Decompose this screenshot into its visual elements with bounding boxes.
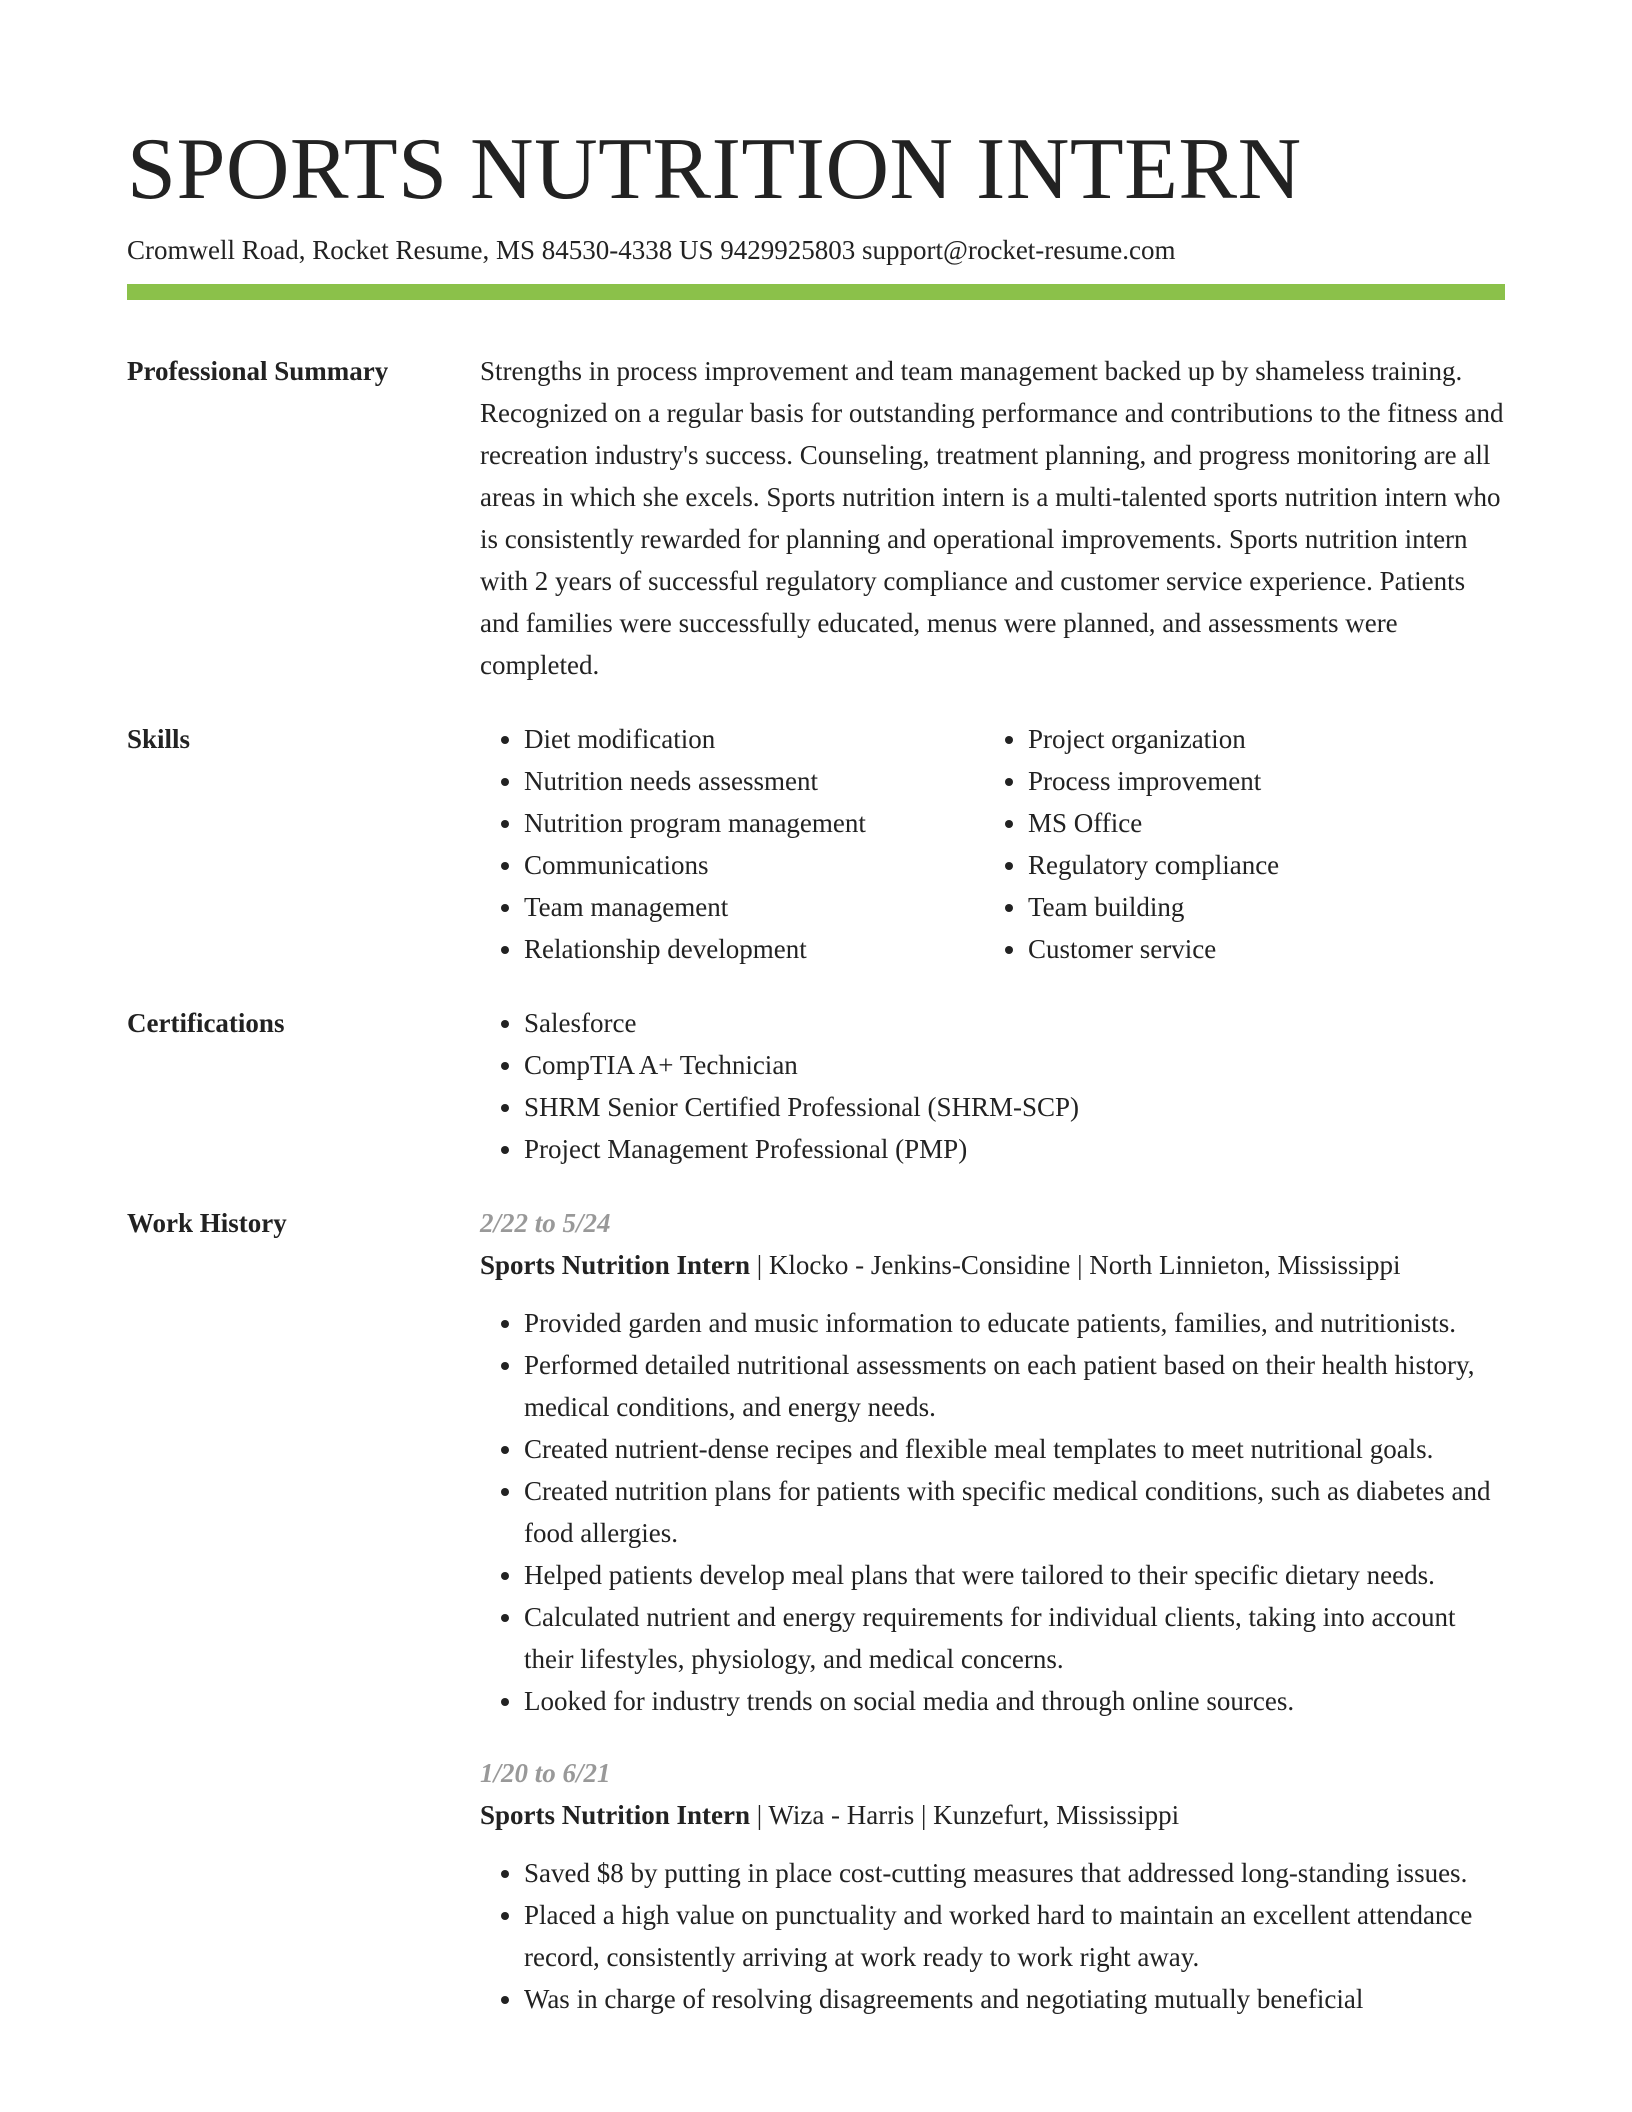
resume-page	[127, 120, 1505, 2020]
job-entry	[480, 1752, 1505, 2020]
work-history-body	[480, 1202, 1505, 2020]
certification-item: • SHRM Senior Certified Professional (SHRM-SCP)	[524, 1086, 1505, 1128]
job-bullet: • Created nutrient-dense recipes and flexible meal templates to meet nutritional goals.	[524, 1428, 1505, 1470]
certifications-heading: Certifications	[127, 1008, 285, 1038]
work-history-heading: Work History	[127, 1208, 287, 1238]
skill-item: • Nutrition program management	[524, 802, 984, 844]
skill-item: • Diet modification	[524, 718, 984, 760]
certifications-list	[480, 1002, 1505, 1170]
job-bullet: • Was in charge of resolving disagreements and negotiating mutually beneficial	[524, 1978, 1505, 2020]
work-history-section	[127, 1202, 1505, 2020]
contact-address: Cromwell Road, Rocket Resume, MS 84530-4338 US	[127, 235, 714, 265]
skill-item: • Project organization	[1028, 718, 1488, 760]
skills-heading: Skills	[127, 724, 191, 754]
job-bullets	[480, 1302, 1505, 1722]
skills-columns	[480, 718, 1505, 970]
skill-item: • Customer service	[1028, 928, 1488, 970]
resume-name: SPORTS NUTRITION INTERN	[127, 121, 1302, 218]
job-bullet: • Provided garden and music information to educate patients, families, and nutritionists.	[524, 1302, 1505, 1344]
certifications-body	[480, 1002, 1505, 1170]
job-dates: 2/22 to 5/24	[480, 1208, 611, 1238]
summary-text: Strengths in process improvement and team management backed up by shameless training. Recognized on a regular basis for outstanding performance and contributions to the fitness and recreation industry's success. Counseling, treatment planning, and progress monitoring are all areas in which she excels. Sports nutrition intern is a multi-talented sports nutrition intern who is consistently rewarded for planning and operational improvements. Sports nutrition intern with 2 years of successful regulatory compliance and customer service experience. Patients and families were successfully educated, menus were planned, and assessments were completed.	[480, 356, 1504, 680]
job-title: Sports Nutrition Intern	[480, 1250, 751, 1280]
certification-item: • Salesforce	[524, 1002, 1505, 1044]
certifications-section	[127, 1002, 1505, 1170]
skills-section	[127, 718, 1505, 970]
job-bullet: • Saved $8 by putting in place cost-cutting measures that addressed long-standing issues.	[524, 1852, 1505, 1894]
contact-line	[127, 232, 1505, 268]
skill-item: • Process improvement	[1028, 760, 1488, 802]
certification-item: • CompTIA A+ Technician	[524, 1044, 1505, 1086]
summary-heading: Professional Summary	[127, 356, 389, 386]
skills-column-right	[984, 718, 1488, 970]
job-bullet: • Looked for industry trends on social media and through online sources.	[524, 1680, 1505, 1722]
job-bullet: • Created nutrition plans for patients with specific medical conditions, such as diabetes and food allergies.	[524, 1470, 1505, 1554]
skill-item: • Relationship development	[524, 928, 984, 970]
skill-item: • Nutrition needs assessment	[524, 760, 984, 802]
skill-item: • Communications	[524, 844, 984, 886]
job-bullets	[480, 1852, 1505, 2020]
job-entry	[480, 1202, 1505, 1722]
contact-email: support@rocket-resume.com	[861, 235, 1176, 265]
job-employer-location: | Wiza - Harris | Kunzefurt, Mississippi	[750, 1800, 1180, 1830]
skill-item: • Regulatory compliance	[1028, 844, 1488, 886]
certification-item: • Project Management Professional (PMP)	[524, 1128, 1505, 1170]
job-bullet: • Calculated nutrient and energy requirements for individual clients, taking into account their lifestyles, physiology, and medical concerns.	[524, 1596, 1505, 1680]
skills-list-right	[984, 718, 1488, 970]
job-bullet: • Placed a high value on punctuality and worked hard to maintain an excellent attendance record, consistently arriving at work ready to work right away.	[524, 1894, 1505, 1978]
job-dates: 1/20 to 6/21	[480, 1758, 611, 1788]
job-employer-location: | Klocko - Jenkins-Considine | North Linnieton, Mississippi	[750, 1250, 1401, 1280]
skill-item: • Team management	[524, 886, 984, 928]
accent-divider	[127, 284, 1505, 300]
job-title-line	[480, 1794, 1505, 1836]
skill-item: • MS Office	[1028, 802, 1488, 844]
job-bullet: • Helped patients develop meal plans that were tailored to their specific dietary needs.	[524, 1554, 1505, 1596]
job-bullet: • Performed detailed nutritional assessments on each patient based on their health history, medical conditions, and energy needs.	[524, 1344, 1505, 1428]
summary-section	[127, 350, 1505, 686]
skills-column-left	[480, 718, 984, 970]
job-title: Sports Nutrition Intern	[480, 1800, 751, 1830]
skill-item: • Team building	[1028, 886, 1488, 928]
contact-phone: 9429925803	[720, 235, 856, 265]
job-title-line	[480, 1244, 1505, 1286]
skills-list-left	[480, 718, 984, 970]
